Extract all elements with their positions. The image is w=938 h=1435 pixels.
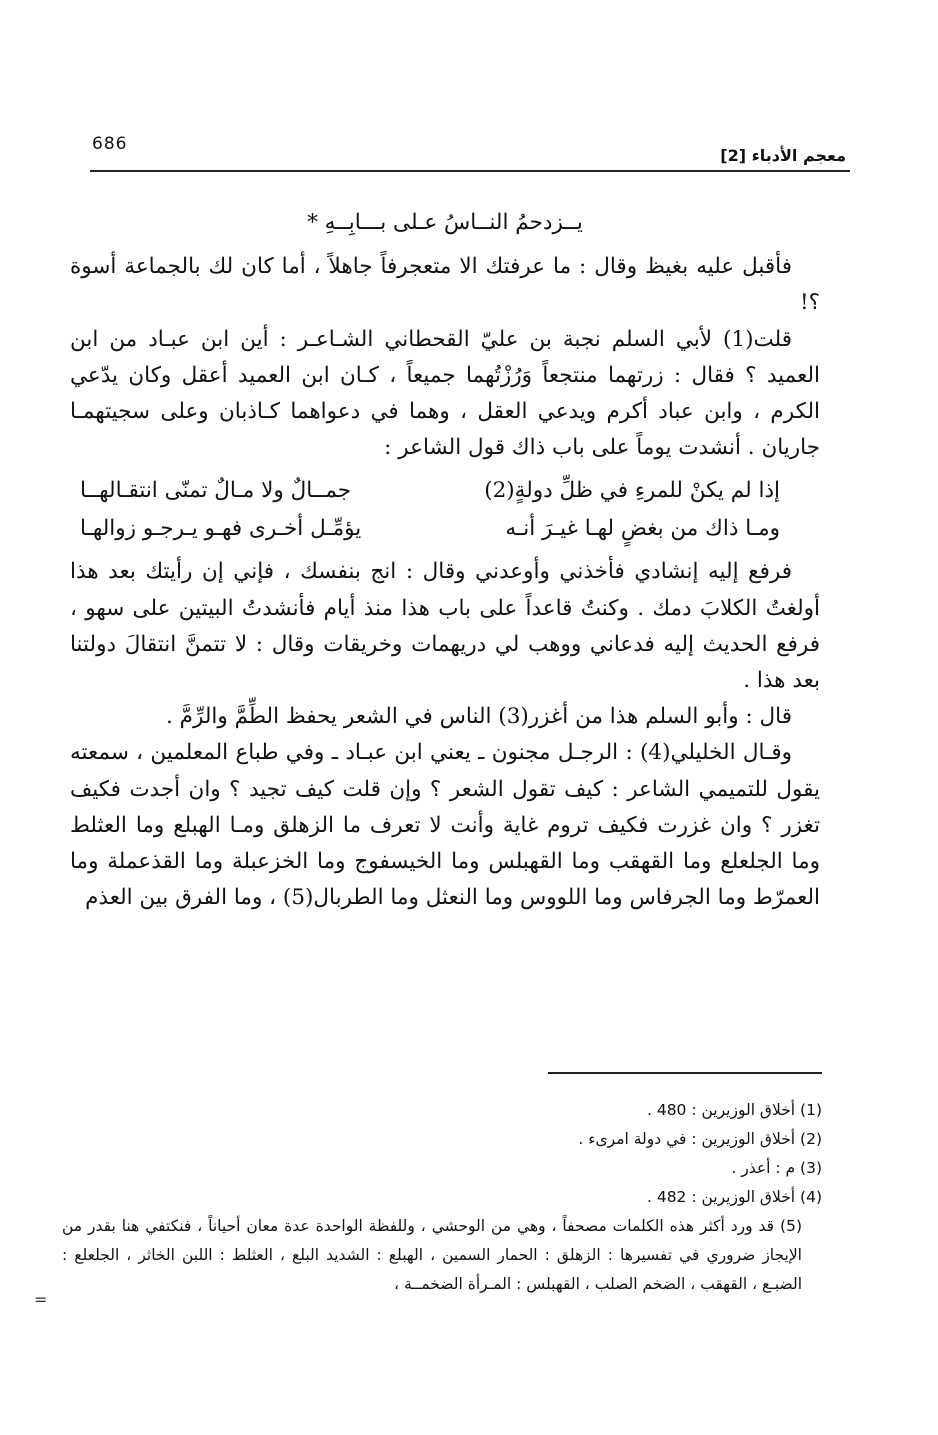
paragraph-2: قلت(1) لأبي السلم نجبة بن عليّ القحطاني الشـاعـر : أين ابن عبـاد من ابن العميد ؟ فقال : زرتهما منتجعاً وَرُزْتُهما جميعاً ، كـان ابن العميد أعقل وكان يدّعي الكرم ، وابن عباد أكرم ويدعي العقل ، وهما في دعواهما كـاذبان وعلى سجيتهمـا جاريان . أنشدت يوماً على باب ذاك قول الشاعر : <box>70 326 820 461</box>
footnote-2: (2) أخلاق الوزيرين : في دولة امرىء . <box>578 1130 822 1148</box>
paragraph-3: فرفع إليه إنشادي فأخذني وأوعدني وقال : انج بنفسك ، فإني إن رأيتك بعد هذا أولغتُ الكلابَ دمك . وكنتُ قاعداً على باب هذا منذ أيام فأنشدتُ البيتين على سهو ، فرفع الحديث إليه فدعاني ووهب لي دريهمات وخريقات وقال : لا تتمنَّ انتقالَ دولتنا بعد هذا . <box>70 559 820 694</box>
verse-heading: يــزدحمُ النــاسُ عـلى بـــابِــهِ * <box>307 210 583 235</box>
main-text <box>70 205 820 916</box>
continuation-mark: = <box>34 1290 48 1309</box>
footnote-1: (1) أخلاق الوزيرين : 480 . <box>646 1101 822 1119</box>
footnote-4: (4) أخلاق الوزيرين : 482 . <box>646 1188 822 1206</box>
footnote-3: (3) م : أعذر . <box>731 1159 822 1177</box>
verse-1-second-hemistich: جمــالٌ ولا مـالٌ تمنّى انتقـالهــا <box>80 478 352 504</box>
verse-line-2 <box>70 510 820 548</box>
header-rule <box>90 170 850 172</box>
verse-2-second-hemistich: يؤمِّـل أخـرى فهـو يـرجـو زوالهـا <box>80 516 362 542</box>
footnotes <box>62 1096 822 1299</box>
running-title: معجم الأدباء [2] <box>720 146 846 165</box>
footnote-rule <box>548 1072 822 1074</box>
footnote-5: (5) قد ورد أكثر هذه الكلمات مصحفاً ، وهي من الوحشي ، وللفظة الواحدة عدة معان أحياناً ، فنكتفي هنا بقدر من الإيجاز ضروري في تفسيرها : الزهلق : الحمار السمين ، الهبلع : الشديد البلع ، العثلط : اللبن الخاثر ، الجلعلع : الضبـع ، القهقب ، الضخم الصلب ، القهبلس : المـرأة الضخمــة ، <box>62 1217 802 1293</box>
verse-2-first-hemistich: ومـا ذاك من بغضٍ لهـا غيـرَ أنـه <box>505 516 780 542</box>
page-number: 686 <box>92 134 128 154</box>
verse-line-1 <box>70 472 820 510</box>
paragraph-5: وقـال الخليلي(4) : الرجـل مجنون ـ يعني ابن عبـاد ـ وفي طباع المعلمين ، سمعته يقول للتميمي الشاعر : كيف تقول الشعر ؟ وإن قلت كيف تجيد ؟ وان أجدت فكيف تغزر ؟ وان غزرت فكيف تروم غاية وأنت لا تعرف ما الزهلق ومـا الهبلع وما العثلط وما الجلعلع وما القهقب وما القهبلس وما الخيسفوج وما الخزعبلة وما القذعملة وما العمرّط وما الجرفاس وما اللووس وما النعثل وما الطربال(5) ، وما الفرق بين العذم <box>70 740 820 911</box>
verse-1-first-hemistich: إذا لم يكنْ للمرءِ في ظلِّ دولةٍ(2) <box>484 478 780 504</box>
paragraph-4: قال : وأبو السلم هذا من أغزر(3) الناس في الشعر يحفظ الطِّمَّ والرِّمَّ . <box>165 704 792 730</box>
paragraph-1: فأقبل عليه بغيظ وقال : ما عرفتك الا متعجرفاً جاهلاً ، أما كان لك بالجماعة أسوة ؟! <box>70 254 820 316</box>
poem-block <box>70 472 820 548</box>
